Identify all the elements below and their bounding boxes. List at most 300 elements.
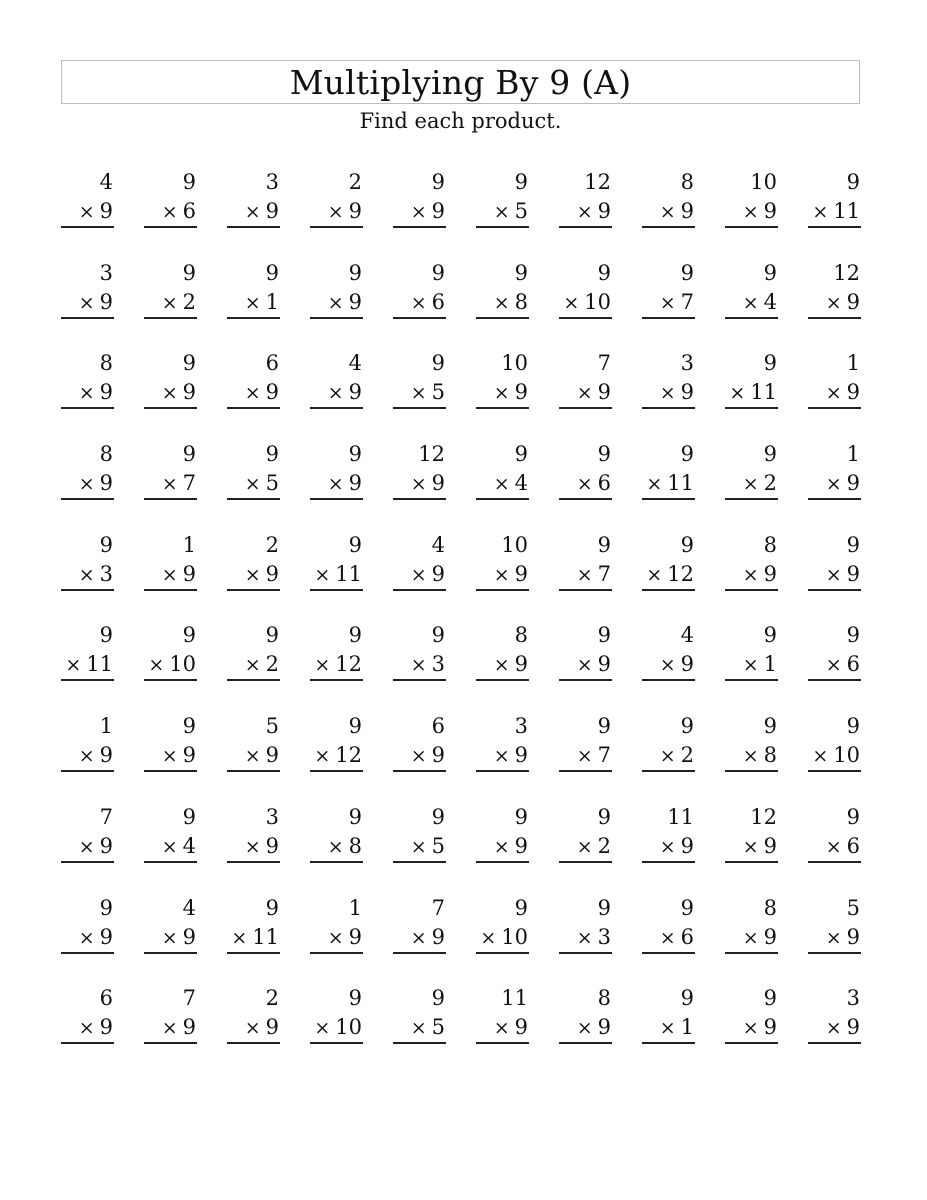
multiplier-line [559,740,612,772]
times-sign: × [161,835,178,858]
multiplier-line [642,196,695,228]
problem-3-10 [808,349,861,440]
multiplier-line [310,468,363,500]
problem-7-9 [725,712,778,803]
multiplier: 9 [348,380,362,405]
problem-10-7 [559,984,612,1075]
times-sign: × [327,291,344,314]
problem-5-9 [725,531,778,622]
multiplier: 9 [99,743,113,768]
multiplier: 4 [182,833,196,858]
problem-6-7 [559,621,612,712]
multiplier: 11 [86,652,113,677]
multiplier-line [227,559,280,591]
times-sign: × [493,291,510,314]
multiplicand: 9 [680,714,694,739]
multiplier: 11 [750,380,777,405]
multiplicand: 9 [514,170,528,194]
multiplier: 9 [514,561,528,586]
multiplier-line [227,196,280,228]
multiplier: 9 [514,380,528,405]
times-sign: × [659,291,676,314]
multiplier-line [642,831,695,863]
multiplier-line [559,649,612,681]
times-sign: × [812,201,829,223]
multiplicand: 1 [348,895,362,920]
multiplier: 9 [431,924,445,949]
problem-4-1 [61,440,114,531]
multiplier-line [310,559,363,591]
times-sign: × [493,382,510,405]
times-sign: × [314,1017,331,1040]
problem-2-7 [559,259,612,350]
multiplier: 1 [763,652,777,677]
problem-3-8 [642,349,695,440]
multiplier: 9 [431,561,445,586]
times-sign: × [231,926,248,949]
times-sign: × [493,563,510,586]
times-sign: × [244,291,261,314]
multiplicand: 12 [418,442,445,467]
multiplier: 12 [335,652,362,677]
multiplicand: 9 [182,260,196,285]
multiplier-line [144,196,197,228]
multiplier-line [808,1012,861,1044]
multiplier: 9 [597,199,611,223]
multiplicand: 1 [846,351,860,376]
multiplicand: 9 [348,623,362,648]
multiplicand: 10 [750,170,777,194]
problem-6-2 [144,621,197,712]
times-sign: × [78,201,95,223]
problem-8-8 [642,803,695,894]
multiplier-line [476,740,529,772]
times-sign: × [244,473,261,496]
multiplier-line [559,559,612,591]
multiplicand: 5 [846,895,860,920]
multiplicand: 9 [99,895,113,920]
multiplicand: 9 [182,714,196,739]
problem-5-10 [808,531,861,622]
multiplier-line [725,649,778,681]
multiplier: 6 [597,471,611,496]
problem-1-1 [61,168,114,259]
problem-5-5 [393,531,446,622]
multiplier-line [227,468,280,500]
problem-7-4 [310,712,363,803]
multiplier-line [476,649,529,681]
times-sign: × [659,201,676,223]
problem-4-10 [808,440,861,531]
multiplier-line [725,196,778,228]
multiplier: 9 [514,1015,528,1040]
multiplicand: 1 [99,714,113,739]
multiplicand: 9 [431,623,445,648]
times-sign: × [410,745,427,768]
times-sign: × [825,382,842,405]
multiplicand: 9 [265,260,279,285]
multiplier-line [61,649,114,681]
problem-2-2 [144,259,197,350]
times-sign: × [161,291,178,314]
times-sign: × [493,201,510,223]
multiplier-line [808,649,861,681]
multiplicand: 9 [763,986,777,1011]
multiplicand: 9 [597,804,611,829]
multiplicand: 7 [182,986,196,1011]
times-sign: × [742,835,759,858]
problem-grid [61,168,861,1075]
times-sign: × [314,563,331,586]
multiplier-line [808,377,861,409]
multiplicand: 12 [750,804,777,829]
multiplier: 3 [99,561,113,586]
multiplicand: 3 [514,714,528,739]
times-sign: × [410,473,427,496]
multiplicand: 9 [265,623,279,648]
multiplier-line [310,377,363,409]
problem-1-9 [725,168,778,259]
times-sign: × [493,1017,510,1040]
problem-9-1 [61,894,114,985]
multiplier: 9 [265,833,279,858]
times-sign: × [576,473,593,496]
multiplicand: 9 [680,532,694,557]
times-sign: × [410,563,427,586]
multiplier: 10 [584,289,611,314]
problem-6-9 [725,621,778,712]
problem-1-2 [144,168,197,259]
multiplier-line [144,468,197,500]
multiplicand: 9 [680,260,694,285]
times-sign: × [576,563,593,586]
multiplier: 8 [348,833,362,858]
times-sign: × [78,835,95,858]
problem-4-5 [393,440,446,531]
times-sign: × [327,473,344,496]
multiplicand: 9 [431,351,445,376]
multiplier-line [642,740,695,772]
multiplicand: 12 [833,260,860,285]
multiplicand: 9 [431,170,445,194]
multiplier: 9 [846,289,860,314]
multiplicand: 7 [431,895,445,920]
multiplier: 2 [763,471,777,496]
multiplier: 9 [680,199,694,223]
multiplier-line [642,377,695,409]
multiplier: 8 [763,743,777,768]
multiplier-line [227,1012,280,1044]
problem-4-9 [725,440,778,531]
times-sign: × [410,926,427,949]
times-sign: × [729,382,746,405]
multiplier-line [144,831,197,863]
multiplicand: 4 [182,895,196,920]
times-sign: × [576,382,593,405]
multiplicand: 9 [514,804,528,829]
times-sign: × [161,382,178,405]
multiplicand: 9 [99,532,113,557]
multiplier-line [144,922,197,954]
multiplier: 2 [597,833,611,858]
multiplier: 9 [182,1015,196,1040]
times-sign: × [646,473,663,496]
multiplicand: 9 [597,442,611,467]
times-sign: × [659,835,676,858]
problem-10-3 [227,984,280,1075]
multiplicand: 9 [348,260,362,285]
problem-1-6 [476,168,529,259]
multiplier: 9 [182,561,196,586]
multiplier-line [310,922,363,954]
problem-8-9 [725,803,778,894]
multiplier: 9 [680,380,694,405]
multiplicand: 9 [514,895,528,920]
multiplier-line [476,922,529,954]
multiplier: 9 [846,1015,860,1040]
problem-8-5 [393,803,446,894]
multiplier-line [393,831,446,863]
multiplier: 9 [846,471,860,496]
multiplier-line [61,559,114,591]
multiplier: 11 [667,471,694,496]
multiplier-line [559,377,612,409]
multiplicand: 10 [501,532,528,557]
worksheet-title: Multiplying By 9 (A) [289,62,632,102]
times-sign: × [493,835,510,858]
times-sign: × [161,201,178,223]
times-sign: × [314,745,331,768]
multiplicand: 9 [763,351,777,376]
times-sign: × [244,654,261,677]
multiplier-line [725,1012,778,1044]
multiplier: 9 [763,924,777,949]
multiplier-line [61,196,114,228]
multiplier: 2 [680,743,694,768]
problem-2-8 [642,259,695,350]
multiplicand: 4 [348,351,362,376]
multiplier: 9 [265,561,279,586]
times-sign: × [410,654,427,677]
problem-3-9 [725,349,778,440]
times-sign: × [161,1017,178,1040]
multiplicand: 8 [763,532,777,557]
problem-5-1 [61,531,114,622]
multiplier-line [227,740,280,772]
multiplier-line [725,559,778,591]
problem-6-5 [393,621,446,712]
problem-10-5 [393,984,446,1075]
multiplier: 8 [514,289,528,314]
multiplier-line [642,649,695,681]
multiplier: 2 [265,652,279,677]
problem-8-4 [310,803,363,894]
multiplier: 9 [431,199,445,223]
multiplier: 10 [833,743,860,768]
times-sign: × [825,835,842,858]
multiplier: 9 [763,199,777,223]
multiplier: 9 [99,199,113,223]
times-sign: × [78,473,95,496]
multiplier-line [559,196,612,228]
multiplier-line [310,196,363,228]
times-sign: × [410,201,427,223]
multiplier-line [310,287,363,319]
times-sign: × [78,926,95,949]
multiplicand: 2 [265,986,279,1011]
problem-4-4 [310,440,363,531]
multiplicand: 4 [680,623,694,648]
multiplicand: 7 [597,351,611,376]
problem-5-8 [642,531,695,622]
times-sign: × [148,654,165,677]
multiplier-line [393,649,446,681]
problem-9-2 [144,894,197,985]
times-sign: × [659,926,676,949]
multiplicand: 9 [348,804,362,829]
problem-6-10 [808,621,861,712]
multiplicand: 9 [680,895,694,920]
multiplier-line [393,740,446,772]
multiplier-line [725,740,778,772]
multiplier-line [61,377,114,409]
problem-7-7 [559,712,612,803]
problem-1-4 [310,168,363,259]
multiplicand: 6 [265,351,279,376]
problem-6-3 [227,621,280,712]
problem-8-6 [476,803,529,894]
multiplier: 9 [265,199,279,223]
times-sign: × [742,563,759,586]
multiplicand: 9 [265,895,279,920]
multiplier: 4 [763,289,777,314]
problem-7-5 [393,712,446,803]
multiplier-line [476,831,529,863]
problem-4-7 [559,440,612,531]
multiplicand: 9 [514,260,528,285]
problem-7-8 [642,712,695,803]
multiplier-line [559,468,612,500]
multiplier: 6 [680,924,694,949]
multiplier-line [393,196,446,228]
multiplier-line [808,196,861,228]
multiplicand: 9 [514,442,528,467]
multiplier: 11 [833,199,860,223]
multiplier-line [61,740,114,772]
multiplier: 6 [846,833,860,858]
multiplier-line [227,922,280,954]
multiplicand: 9 [182,170,196,194]
multiplier: 9 [182,924,196,949]
multiplicand: 9 [597,260,611,285]
times-sign: × [576,926,593,949]
times-sign: × [410,291,427,314]
multiplicand: 9 [846,804,860,829]
problem-3-4 [310,349,363,440]
times-sign: × [314,654,331,677]
multiplicand: 3 [265,170,279,194]
multiplier-line [725,287,778,319]
problem-4-6 [476,440,529,531]
problem-8-1 [61,803,114,894]
problem-3-2 [144,349,197,440]
multiplier: 9 [348,471,362,496]
problem-4-3 [227,440,280,531]
multiplier-line [61,287,114,319]
multiplier-line [559,1012,612,1044]
problem-4-8 [642,440,695,531]
problem-3-6 [476,349,529,440]
multiplier: 4 [514,471,528,496]
times-sign: × [742,473,759,496]
problem-9-9 [725,894,778,985]
multiplier-line [393,468,446,500]
multiplier-line [559,831,612,863]
times-sign: × [742,745,759,768]
multiplier: 9 [99,1015,113,1040]
multiplicand: 9 [846,532,860,557]
multiplier-line [725,377,778,409]
problem-1-7 [559,168,612,259]
multiplier-line [227,649,280,681]
times-sign: × [78,291,95,314]
times-sign: × [742,201,759,223]
multiplier: 6 [846,652,860,677]
multiplier-line [227,377,280,409]
multiplier: 5 [514,199,528,223]
multiplier-line [61,1012,114,1044]
times-sign: × [78,1017,95,1040]
problem-10-6 [476,984,529,1075]
times-sign: × [659,654,676,677]
multiplicand: 3 [265,804,279,829]
multiplier: 9 [846,924,860,949]
times-sign: × [742,291,759,314]
times-sign: × [825,473,842,496]
multiplier: 9 [514,652,528,677]
multiplicand: 1 [846,442,860,467]
multiplicand: 9 [763,442,777,467]
problem-2-1 [61,259,114,350]
problem-2-10 [808,259,861,350]
multiplier-line [310,1012,363,1044]
multiplier: 11 [335,561,362,586]
multiplier: 9 [514,743,528,768]
times-sign: × [410,382,427,405]
multiplier-line [808,287,861,319]
problem-10-8 [642,984,695,1075]
times-sign: × [410,1017,427,1040]
multiplicand: 9 [680,442,694,467]
times-sign: × [244,382,261,405]
multiplicand: 11 [667,804,694,829]
problem-7-10 [808,712,861,803]
multiplier-line [310,831,363,863]
title-box [61,60,860,104]
multiplicand: 1 [182,532,196,557]
problem-10-4 [310,984,363,1075]
multiplier-line [808,740,861,772]
problem-5-2 [144,531,197,622]
multiplicand: 7 [99,804,113,829]
times-sign: × [659,1017,676,1040]
multiplicand: 8 [99,442,113,467]
multiplier-line [559,922,612,954]
multiplier: 7 [680,289,694,314]
problem-6-1 [61,621,114,712]
multiplier: 12 [335,743,362,768]
times-sign: × [576,201,593,223]
